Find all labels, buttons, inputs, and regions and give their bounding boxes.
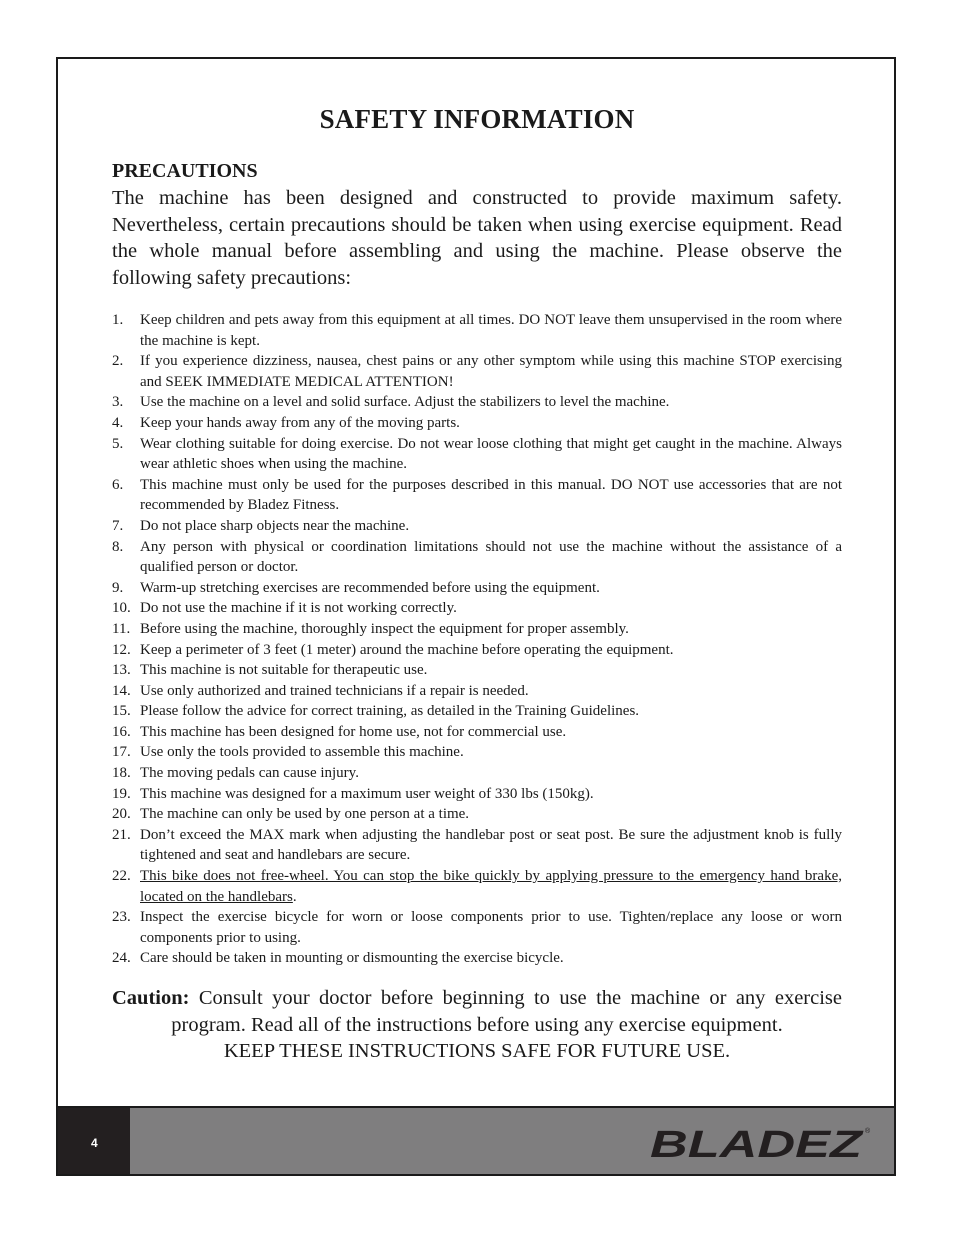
precautions-list	[112, 310, 842, 969]
list-item	[112, 578, 842, 599]
list-item-number: 3.	[112, 394, 124, 411]
list-item	[112, 537, 842, 578]
list-item	[112, 660, 842, 681]
list-item-text: Before using the machine, thoroughly inspect the equipment for proper assembly.	[140, 620, 629, 637]
list-item-text: The moving pedals can cause injury.	[140, 765, 359, 782]
list-item-number: 1.	[112, 312, 124, 328]
list-item	[112, 681, 842, 702]
list-item-text: The machine can only be used by one person at a time.	[140, 806, 470, 823]
list-item-number: 15.	[112, 703, 131, 720]
list-item-text: If you experience dizziness, nausea, chest pains or any other symptom while using this machine STOP exercising and SEEK IMMEDIATE MEDICAL ATTENTION!	[140, 353, 842, 390]
list-item-number: 18.	[112, 765, 131, 782]
list-item	[112, 413, 842, 434]
list-item-text: Any person with physical or coordination limitations should not use the machine without the assistance of a qualified person or doctor.	[140, 538, 842, 576]
list-item-text: Wear clothing suitable for doing exercise. Do not wear loose clothing that might get caught in the machine. Always wear athletic shoes when using the machine.	[140, 435, 842, 473]
intro-paragraph: The machine has been designed and constructed to provide maximum safety. Nevertheless, certain precautions should be taken when using exercise equipment. Read the whole manual before assembling and using the machine. Please observe the following safety precautions:	[112, 187, 842, 289]
list-item	[112, 310, 842, 351]
list-item-text: Please follow the advice for correct training, as detailed in the Training Guidelines.	[140, 703, 640, 720]
logo-wordmark: BLADEZ	[650, 1124, 865, 1164]
caution-line-1	[112, 985, 842, 1012]
list-item	[112, 866, 842, 907]
list-item	[112, 475, 842, 516]
list-item	[112, 619, 842, 640]
list-item-number: 11.	[112, 620, 131, 637]
list-item-text: Keep a perimeter of 3 feet (1 meter) around the machine before operating the equipment.	[140, 641, 674, 658]
list-item-number: 16.	[112, 723, 131, 740]
section-heading: PRECAUTIONS	[112, 160, 258, 182]
list-item-text: This bike does not free-wheel. You can stop the bike quickly by applying pressure to the emergency hand brake, located on the handlebars	[140, 868, 842, 905]
list-item-text: Do not place sharp objects near the machine.	[140, 517, 410, 534]
list-item-text: Care should be taken in mounting or dismounting the exercise bicycle.	[140, 950, 564, 967]
page-number: 4	[91, 1136, 98, 1150]
caution-label: Caution:	[112, 987, 190, 1009]
list-item-number: 12.	[112, 641, 131, 658]
list-item	[112, 804, 842, 825]
list-item-number: 19.	[112, 785, 131, 802]
list-item-text: Do not use the machine if it is not working correctly.	[140, 600, 457, 617]
list-item	[112, 722, 842, 743]
list-item-text: Use only the tools provided to assemble this machine.	[140, 744, 464, 761]
list-item-number: 5.	[112, 435, 124, 452]
list-item-number: 20.	[112, 806, 131, 823]
list-item-text: Keep children and pets away from this equipment at all times. DO NOT leave them unsupervised in the room where the machine is kept.	[140, 312, 842, 349]
list-item-text: Warm-up stretching exercises are recommended before using the equipment.	[140, 579, 600, 596]
bladez-logo	[648, 1124, 878, 1164]
list-item	[112, 351, 842, 392]
list-item-number: 4.	[112, 414, 124, 431]
list-item	[112, 825, 842, 866]
list-item-number: 7.	[112, 517, 124, 534]
caution-block	[112, 985, 842, 1065]
list-item-text: Use the machine on a level and solid surface. Adjust the stabilizers to level the machine.	[140, 394, 670, 411]
list-item	[112, 784, 842, 805]
list-item	[112, 948, 842, 969]
page-title: SAFETY INFORMATION	[319, 104, 635, 134]
list-item	[112, 516, 842, 537]
list-item-text: Keep your hands away from any of the moving parts.	[140, 414, 460, 431]
list-item-number: 23.	[112, 909, 131, 926]
list-item	[112, 434, 842, 475]
list-item	[112, 640, 842, 661]
list-item-number: 13.	[112, 662, 131, 679]
list-item-number: 9.	[112, 579, 124, 596]
footer-bar	[56, 1106, 896, 1176]
list-item	[112, 392, 842, 413]
logo-registered-mark: ®	[865, 1128, 871, 1135]
list-item-text: Don’t exceed the MAX mark when adjusting the handlebar post or seat post. Be sure the adjustment knob is fully tightened and seat and handlebars are secure.	[140, 826, 842, 864]
list-item-text: This machine has been designed for home use, not for commercial use.	[140, 723, 567, 740]
list-item-text: This machine must only be used for the purposes described in this manual. DO NOT use accessories that are not recommended by Bladez Fitness.	[140, 476, 842, 514]
page-number-box	[58, 1108, 130, 1174]
list-item-number: 21.	[112, 826, 131, 843]
caution-text-1: Consult your doctor before beginning to use the machine or any exercise	[198, 987, 842, 1009]
list-item-number: 6.	[112, 476, 124, 493]
list-item-number: 2.	[112, 353, 124, 370]
list-item	[112, 763, 842, 784]
list-item	[112, 907, 842, 948]
list-item-number: 8.	[112, 538, 124, 555]
list-item-text: Inspect the exercise bicycle for worn or loose components prior to use. Tighten/replace any loose or worn components prior to using.	[140, 909, 842, 946]
list-item-text: Use only authorized and trained technicians if a repair is needed.	[140, 682, 529, 699]
list-item-number: 22.	[112, 868, 131, 885]
caution-line-3: KEEP THESE INSTRUCTIONS SAFE FOR FUTURE USE.	[223, 1040, 731, 1062]
caution-line-2: program. Read all of the instructions before using any exercise equipment.	[171, 1013, 783, 1036]
list-item-text: This machine was designed for a maximum user weight of 330 lbs (150kg).	[140, 785, 594, 802]
list-item-number: 14.	[112, 682, 131, 699]
list-item-number: 17.	[112, 744, 131, 761]
list-item-number: 10.	[112, 600, 131, 617]
list-item	[112, 701, 842, 722]
list-item-suffix: .	[292, 888, 297, 905]
list-item-text: This machine is not suitable for therapeutic use.	[140, 662, 428, 679]
list-item-number: 24.	[112, 950, 131, 967]
list-item	[112, 598, 842, 619]
list-item	[112, 742, 842, 763]
